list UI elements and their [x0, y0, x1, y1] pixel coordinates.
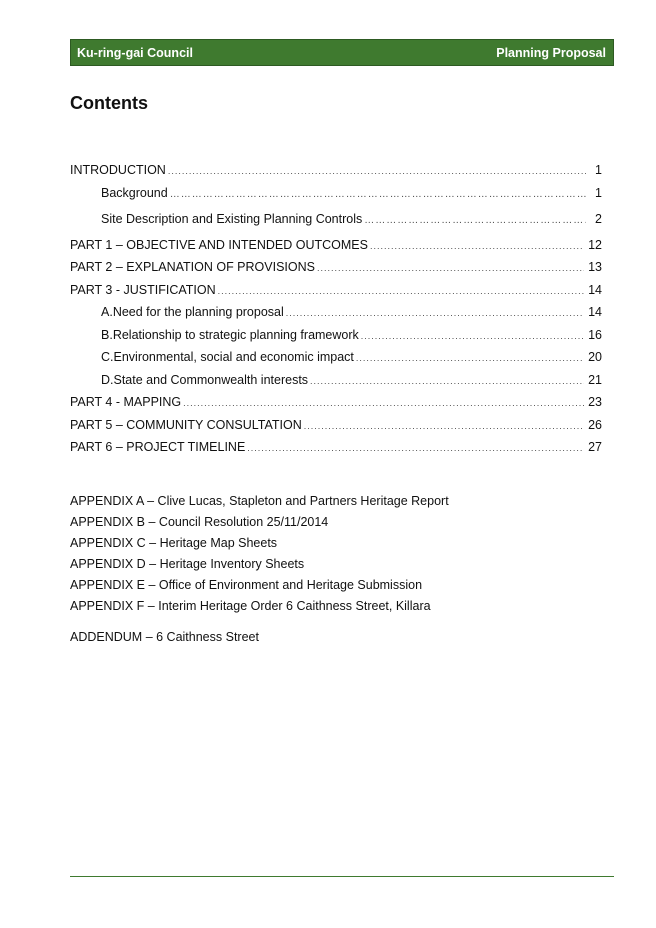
- toc-entry-part-3[interactable]: [70, 282, 602, 305]
- header-council-name: Ku-ring-gai Council: [77, 45, 193, 60]
- toc-entry-label: PART 1 – OBJECTIVE AND INTENDED OUTCOMES: [70, 237, 368, 252]
- toc-entry-page: 27: [588, 440, 602, 454]
- appendix-list: [70, 491, 449, 617]
- toc-dot-leader: [364, 212, 586, 229]
- toc-entry-introduction[interactable]: [70, 162, 602, 185]
- toc-entry-label: State and Commonwealth interests: [113, 372, 309, 387]
- toc-entry-part-3-c[interactable]: [70, 349, 602, 372]
- toc-dot-leader: [370, 238, 584, 254]
- toc-entry-letter: B.: [101, 327, 113, 342]
- toc-entry-part-4[interactable]: [70, 394, 602, 417]
- toc-entry-page: 14: [588, 282, 602, 297]
- addendum[interactable]: ADDENDUM – 6 Caithness Street: [70, 630, 259, 644]
- toc-entry-label: PART 2 – EXPLANATION OF PROVISIONS: [70, 260, 315, 274]
- toc-entry-label: Need for the planning proposal: [112, 305, 284, 319]
- toc-entry-page: 1: [595, 185, 602, 200]
- toc-entry-letter: C.: [101, 350, 114, 364]
- toc-entry-label: PART 4 - MAPPING: [70, 395, 182, 409]
- page-title: Contents: [70, 93, 148, 113]
- toc-dot-leader: [168, 163, 586, 179]
- toc-entry-page: 1: [595, 163, 602, 177]
- toc-entry-page: 13: [588, 260, 602, 274]
- toc-entry-page: 14: [588, 305, 602, 319]
- toc-entry-label: PART 6 – PROJECT TIMELINE: [70, 440, 246, 454]
- toc-dot-leader: [304, 418, 584, 434]
- toc-entry-page: 16: [588, 327, 602, 342]
- toc-entry-page: 21: [588, 372, 602, 387]
- toc-entry-label: Background: [101, 185, 168, 200]
- toc-entry-part-3-b[interactable]: [70, 327, 602, 350]
- footer-divider: [70, 876, 614, 877]
- toc-entry-part-3-d[interactable]: [70, 372, 602, 395]
- toc-entry-label: Environmental, social and economic impact: [113, 350, 354, 364]
- toc-dot-leader: [247, 440, 584, 456]
- toc-dot-leader: [356, 350, 584, 366]
- toc-dot-leader: [361, 328, 584, 344]
- appendix-c[interactable]: APPENDIX C – Heritage Map Sheets: [70, 536, 278, 550]
- toc-entry-label: INTRODUCTION: [70, 163, 166, 177]
- appendix-b[interactable]: APPENDIX B – Council Resolution 25/11/2014: [70, 515, 329, 529]
- toc-entry-page: 12: [588, 237, 602, 252]
- toc-entry-part-3-a[interactable]: [70, 304, 602, 327]
- toc-entry-part-6[interactable]: [70, 439, 602, 462]
- toc-entry-letter: D.: [101, 372, 114, 387]
- toc-entry-part-2[interactable]: [70, 259, 602, 282]
- table-of-contents: [70, 162, 602, 462]
- header-document-type: Planning Proposal: [496, 45, 606, 60]
- toc-entry-part-1[interactable]: [70, 237, 602, 260]
- toc-entry-label: PART 3 - JUSTIFICATION: [70, 282, 216, 297]
- toc-dot-leader: [286, 305, 584, 321]
- appendix-e[interactable]: APPENDIX E – Office of Environment and Heritage Submission: [70, 578, 423, 592]
- toc-entry-background[interactable]: [70, 185, 602, 211]
- toc-dot-leader: [183, 395, 584, 411]
- toc-entry-page: 2: [595, 211, 602, 226]
- toc-dot-leader: [317, 260, 584, 276]
- appendix-a[interactable]: APPENDIX A – Clive Lucas, Stapleton and Partners Heritage Report: [70, 494, 449, 508]
- toc-entry-label: PART 5 – COMMUNITY CONSULTATION: [70, 417, 302, 432]
- page-header: [70, 39, 614, 66]
- toc-entry-part-5[interactable]: [70, 417, 602, 440]
- appendix-d[interactable]: APPENDIX D – Heritage Inventory Sheets: [70, 557, 305, 571]
- appendix-f[interactable]: APPENDIX F – Interim Heritage Order 6 Caithness Street, Killara: [70, 599, 431, 613]
- toc-entry-page: 20: [588, 350, 602, 364]
- toc-entry-letter: A.: [101, 305, 113, 319]
- toc-entry-site-description[interactable]: [70, 211, 602, 237]
- toc-entry-label: Relationship to strategic planning framework: [112, 327, 359, 342]
- toc-dot-leader: [310, 373, 584, 389]
- toc-entry-label: Site Description and Existing Planning Controls: [101, 211, 363, 226]
- toc-dot-leader: [170, 186, 586, 203]
- toc-dot-leader: [218, 283, 584, 299]
- toc-entry-page: 26: [588, 417, 602, 432]
- toc-entry-page: 23: [588, 395, 602, 409]
